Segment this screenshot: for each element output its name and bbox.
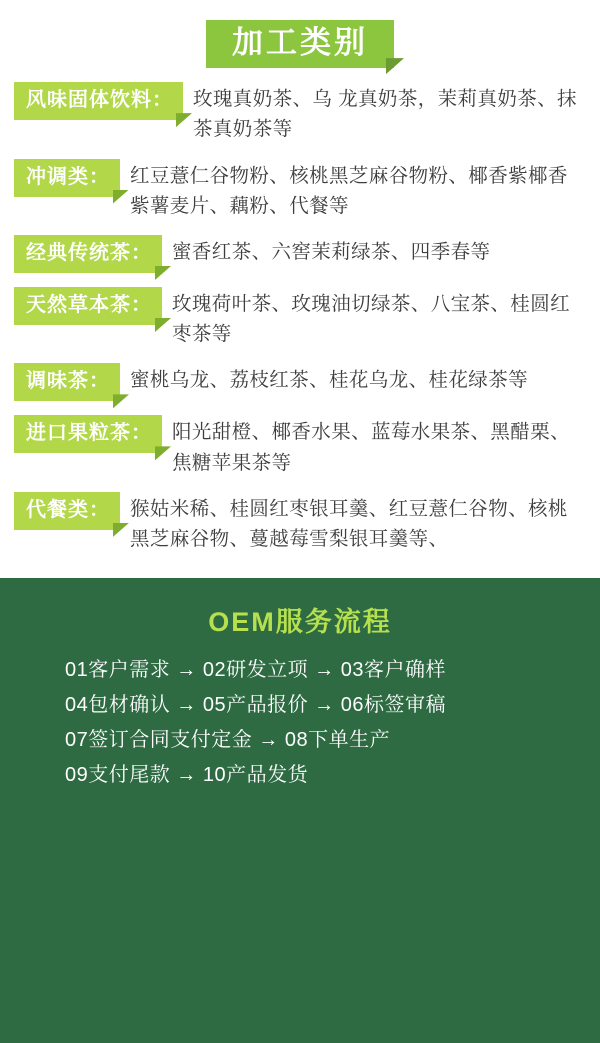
category-items: 玫瑰荷叶茶、玫瑰油切绿茶、八宝茶、桂圆红枣茶等: [172, 292, 571, 346]
category-label: 经典传统茶：: [26, 241, 152, 264]
category-items: 蜜香红茶、六窖茉莉绿茶、四季春等: [172, 240, 491, 263]
category-badge: [14, 363, 120, 401]
category-items: 玫瑰真奶茶、乌 龙真奶茶，茉莉真奶茶、抹茶真奶茶等: [193, 88, 577, 141]
category-label: 进口果粒茶：: [26, 422, 152, 445]
category-row: [0, 235, 600, 273]
badge-fold-corner: [176, 113, 192, 127]
badge-fold-corner: [113, 523, 129, 537]
page-title-text: 加工类别: [232, 25, 368, 60]
category-badge: [14, 82, 183, 120]
category-label: 调味茶：: [26, 370, 110, 393]
oem-flow-title: OEM服务流程: [208, 607, 392, 638]
category-badge: [14, 492, 120, 530]
category-badge: [14, 287, 162, 325]
page-title-wrap: [0, 20, 600, 68]
page-title: [206, 20, 394, 68]
badge-fold-corner: [386, 58, 404, 74]
category-row: [0, 363, 600, 401]
category-label: 天然草本茶：: [26, 293, 152, 316]
category-label: 代餐类：: [26, 498, 110, 521]
badge-fold-corner: [113, 190, 129, 204]
badge-fold-corner: [155, 318, 171, 332]
flow-step-line: 09支付尾款 → 10产品发货: [65, 764, 309, 787]
category-badge: [14, 415, 162, 453]
category-badge: [14, 235, 162, 273]
badge-fold-corner: [113, 394, 129, 408]
category-items: 蜜桃乌龙、荔枝红茶、桂花乌龙、桂花绿茶等: [130, 369, 529, 392]
badge-fold-corner: [155, 446, 171, 460]
flow-step-line: 04包材确认 → 05产品报价 → 06标签审稿: [65, 694, 446, 717]
category-items: 红豆薏仁谷物粉、核桃黑芝麻谷物粉、椰香紫椰香紫薯麦片、藕粉、代餐等: [130, 164, 568, 217]
category-label: 冲调类：: [26, 165, 110, 188]
category-row: [0, 159, 600, 221]
oem-service-flow-section: [0, 578, 600, 1043]
category-badge: [14, 159, 120, 197]
category-label: 风味固体饮料：: [26, 89, 173, 112]
category-row: [0, 492, 600, 554]
category-row: [0, 415, 600, 477]
category-items: 阳光甜橙、椰香水果、蓝莓水果茶、黑醋栗、焦糖苹果茶等: [172, 421, 571, 474]
category-row: [0, 82, 600, 144]
flow-step-line: 07签订合同支付定金 → 08下单生产: [65, 729, 391, 752]
category-row: [0, 287, 600, 349]
category-items: 猴姑米稀、桂圆红枣银耳羹、红豆薏仁谷物、核桃黑芝麻谷物、蔓越莓雪梨银耳羹等、: [130, 497, 568, 551]
badge-fold-corner: [155, 266, 171, 280]
flow-step-line: 01客户需求 → 02研发立项 → 03客户确样: [65, 659, 446, 682]
